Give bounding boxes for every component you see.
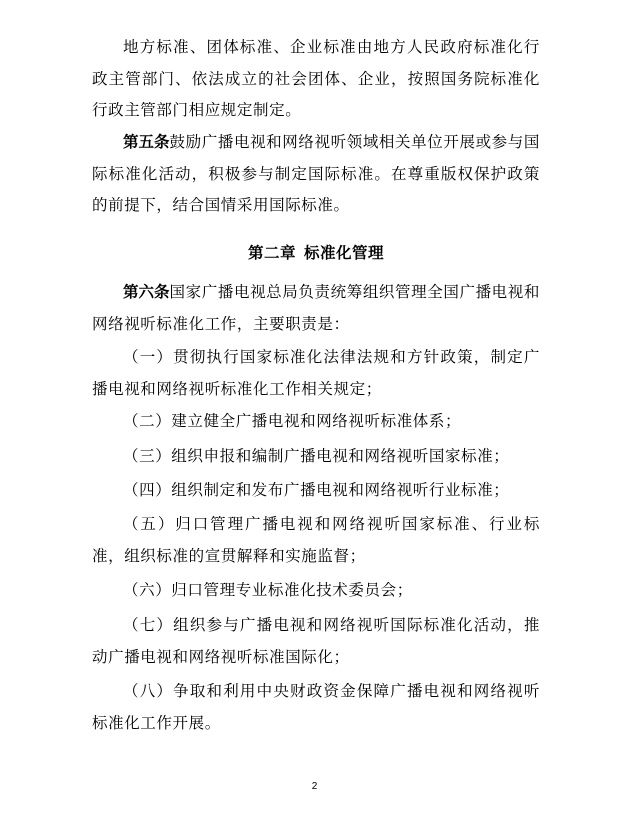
list-item <box>92 676 540 739</box>
page-number: 2 <box>311 781 318 792</box>
list-item <box>92 475 540 507</box>
paragraph-text: 鼓励广播电视和网络视听领域相关单位开展或参与国际标准化活动，积极参与制定国际标准。在尊重版权保护政策的前提下，结合国情采用国际标准。 <box>92 133 540 214</box>
chapter-title: 标准化管理 <box>304 244 385 262</box>
list-item <box>92 509 540 572</box>
article-number: 第六条 <box>123 283 170 301</box>
list-item <box>92 610 540 673</box>
paragraph-text: 地方标准、团体标准、企业标准由地方人民政府标准化行政主管部门、依法成立的社会团体、企业，按照国务院标准化行政主管部门相应规定制定。 <box>92 38 540 119</box>
list-item-text: （八）争取和利用中央财政资金保障广播电视和网络视听标准化工作开展。 <box>92 682 540 732</box>
list-item-text: （六）归口管理专业标准化技术委员会； <box>123 581 413 599</box>
chapter-number: 第二章 <box>247 244 296 262</box>
article-number: 第五条 <box>123 133 170 151</box>
paragraph-local-standards <box>92 32 540 127</box>
list-item <box>92 441 540 473</box>
list-item <box>92 342 540 405</box>
list-item-text: （一）贯彻执行国家标准化法律法规和方针政策，制定广播电视和网络视听标准化工作相关规定； <box>92 348 540 398</box>
list-item <box>92 406 540 438</box>
article-5 <box>92 127 540 222</box>
article-6 <box>92 277 540 340</box>
list-item-text: （五）归口管理广播电视和网络视听国家标准、行业标准，组织标准的宣贯解释和实施监督； <box>92 515 540 565</box>
list-item-text: （二）建立健全广播电视和网络视听标准体系； <box>123 412 462 430</box>
list-item <box>92 575 540 607</box>
list-item-text: （四）组织制定和发布广播电视和网络视听行业标准； <box>123 481 510 499</box>
list-item-text: （三）组织申报和编制广播电视和网络视听国家标准； <box>123 447 510 465</box>
list-item-text: （七）组织参与广播电视和网络视听国际标准化活动，推动广播电视和网络视听标准国际化； <box>92 616 540 666</box>
paragraph-text: 国家广播电视总局负责统筹组织管理全国广播电视和网络视听标准化工作，主要职责是： <box>92 283 540 333</box>
chapter-heading <box>92 238 540 270</box>
